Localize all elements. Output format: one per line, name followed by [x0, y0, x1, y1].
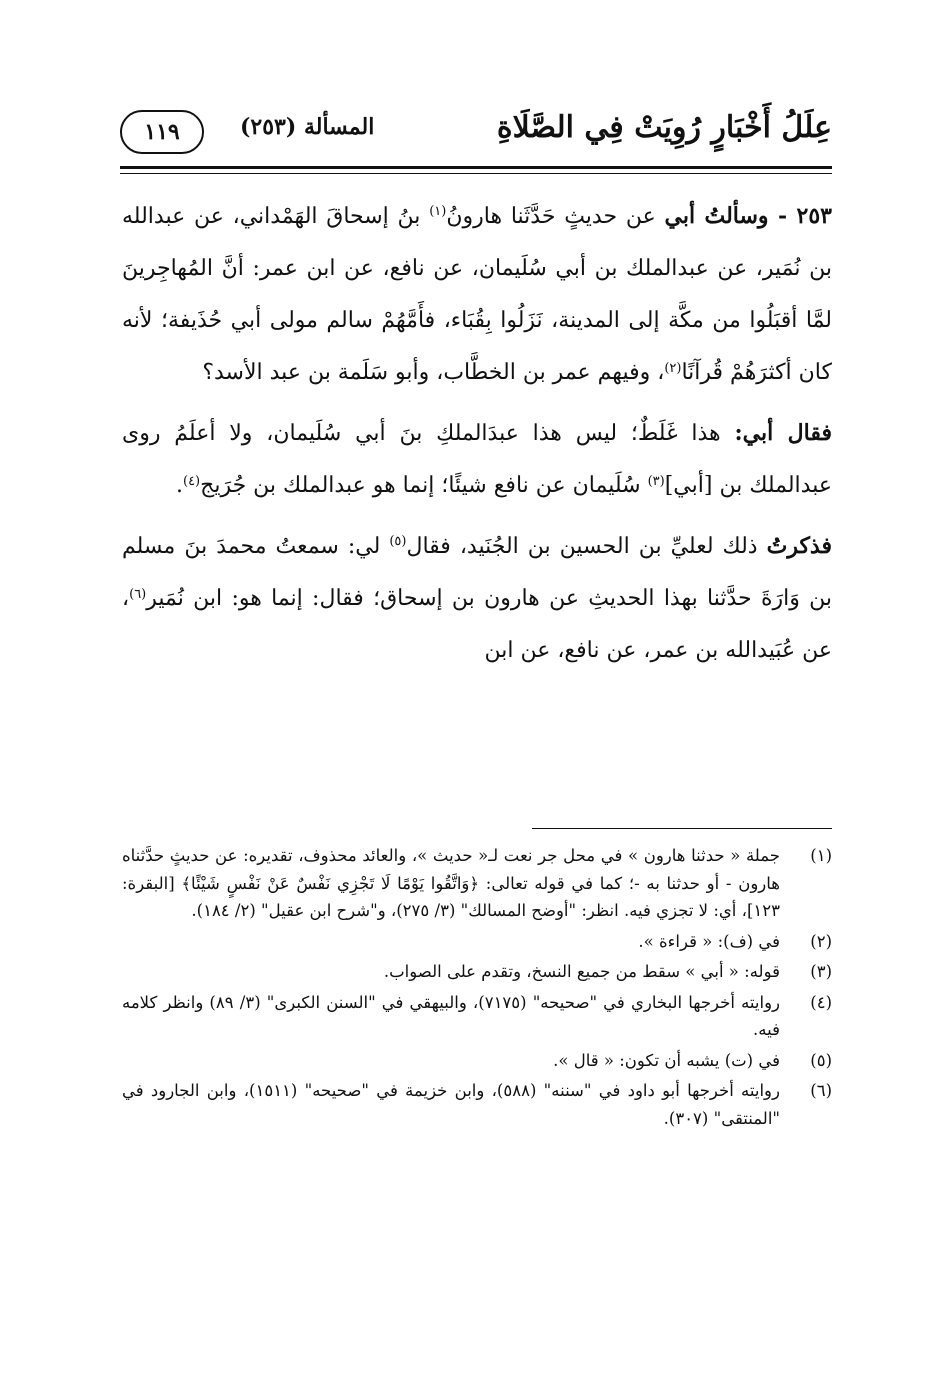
- paragraph-2: [122, 407, 832, 512]
- footnote: [122, 989, 832, 1044]
- footnote-ref: (٥): [389, 534, 407, 549]
- footnote: [122, 842, 832, 925]
- footnote-number: (٤): [810, 992, 832, 1012]
- paragraph-text: ذلك لعليِّ بن الحسين بن الجُنَيد، فقال: [406, 534, 758, 559]
- paragraph-lead: فقال أبي:: [734, 420, 833, 446]
- paragraph-text: لي: سمعتُ محمدَ بنَ مسلم بن وَارَةَ حدَّثنا بهذا الحديثِ عن هارون بن إسحاق؛ فقال: إنما هو: ابن نُمَير: [122, 534, 832, 611]
- footnote-text: في (ف): « قراءة ».: [638, 931, 780, 951]
- book-title: عِلَلُ أَخْبَارٍ رُوِيَتْ فِي الصَّلَاةِ: [496, 110, 832, 145]
- footnotes: [122, 842, 832, 1135]
- footnote: [122, 1077, 832, 1132]
- header-rule-thin: [120, 173, 832, 174]
- paragraph-3: [122, 520, 832, 677]
- paragraph-text: .: [175, 473, 183, 498]
- paragraph-text: ، وفيهم عمر بن الخطَّاب، وأبو سَلَمة بن عبد الأسد؟: [202, 360, 665, 385]
- paragraph-text: بنُ إسحاقَ الهَمْداني، عن عبدالله بن نُمَير، عن عبدالملك بن أبي سُلَيمان، عن نافع، عن ابن عمر: أنَّ المُهاجِرينَ لمَّا أقبَلُوا من مكَّة إلى المدينة، نَزَلُوا بِقُبَاء، فأَمَّهُمْ سالم مولى أبي حُذَيفة؛ لأنه كان أكثرَهُمْ قُرآنًا: [122, 204, 832, 385]
- issue-label: المسألة (٢٥٣): [240, 114, 375, 140]
- footnote-text: روايته أخرجها أبو داود في "سننه" (٥٨٨)، وابن خزيمة في "صحيحه" (١٥١١)، وابن الجارود في "المنتقى" (٣٠٧).: [122, 1081, 780, 1128]
- footnote: [122, 958, 832, 986]
- footnote-text: قوله: « أبي » سقط من جميع النسخ، وتقدم على الصواب.: [383, 962, 780, 981]
- footnote-divider: [532, 828, 832, 829]
- paragraph-text: ، عن عُبَيدالله بن عمر، عن نافع، عن ابن: [122, 586, 832, 663]
- paragraph-lead: فذكرتُ: [766, 533, 832, 559]
- footnote-number: (٣): [810, 962, 832, 981]
- footnote-ref: (٦): [129, 587, 147, 602]
- footnote-text: جملة « حدثنا هارون » في محل جر نعت لـ« حديث »، والعائد محذوف، تقديره: عن حديثٍ حدَّثناه هارون - أو حدثنا به -؛ كما في قوله تعالى: ﴿وَاتَّقُوا يَوْمًا لَا تَجْزِي نَفْسٌ عَنْ نَفْسٍ شَيْئًا﴾ [البقرة: ١٢٣]، أي: لا تجزي فيه. انظر: "أوضح المسالك" (٣/ ٢٧٥)، و"شرح ابن عقيل" (٢/ ١٨٤).: [122, 846, 780, 920]
- header-rule-thick: [120, 166, 832, 169]
- footnote-ref: (١): [429, 204, 447, 219]
- footnote-number: (١): [810, 846, 832, 865]
- main-text: [122, 190, 832, 677]
- page-number: ١١٩: [120, 110, 204, 154]
- page-header: [120, 104, 832, 164]
- footnote: [122, 1047, 832, 1075]
- paragraph-1: [122, 190, 832, 399]
- footnote-text: في (ت) يشبه أن تكون: « قال ».: [553, 1050, 780, 1070]
- paragraph-lead: ٢٥٣ - وسألتُ أبي: [664, 203, 832, 229]
- footnote-text: روايته أخرجها البخاري في "صحيحه" (٧١٧٥)، والبيهقي في "السنن الكبرى" (٣/ ٨٩) وانظر كلامه فيه.: [122, 992, 781, 1039]
- paragraph-text: عن حديثٍ حَدَّثَنا هارونُ: [446, 204, 656, 229]
- paragraph-text: سُلَيمان عن نافع شيئًا؛ إنما هو عبدالملك بن جُرَيج: [200, 473, 641, 498]
- footnote-number: (٢): [810, 931, 832, 951]
- footnote-ref: (٢): [664, 361, 682, 376]
- footnote-ref: (٤): [182, 474, 201, 489]
- footnote: [122, 928, 832, 956]
- paragraph-text: هذا غَلَطٌ؛ ليس هذا عبدَالملكِ بنَ أبي سُلَيمان، ولا أعلَمُ روى عبدالملك بن [أبي]: [122, 421, 832, 498]
- footnote-number: (٥): [810, 1050, 832, 1070]
- footnote-ref: (٣): [647, 474, 665, 489]
- footnote-number: (٦): [810, 1081, 832, 1100]
